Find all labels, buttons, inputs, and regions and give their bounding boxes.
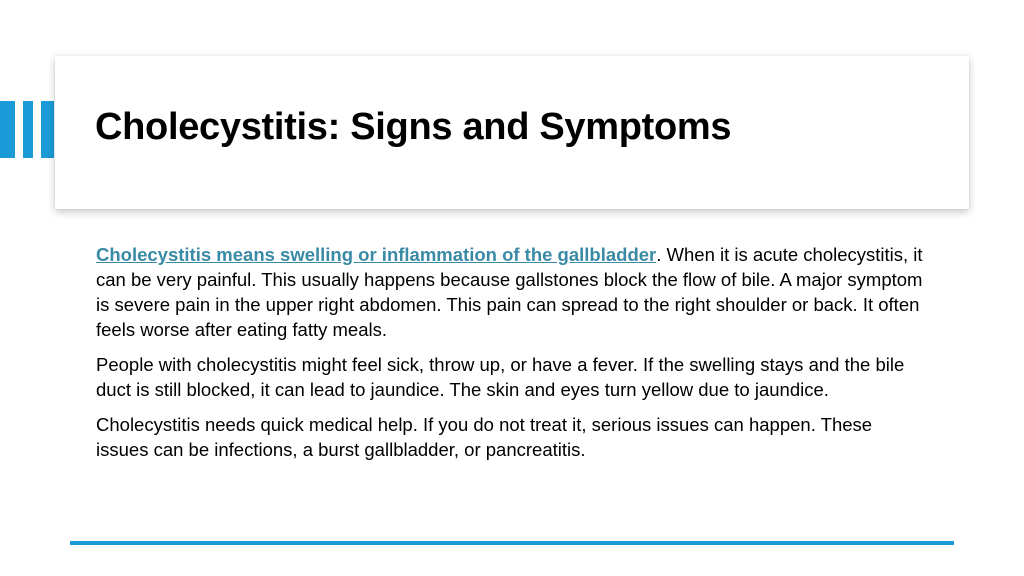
accent-bar (41, 101, 54, 158)
accent-bar (23, 101, 33, 158)
bottom-divider (70, 541, 954, 545)
slide-title: Cholecystitis: Signs and Symptoms (95, 106, 732, 148)
paragraph-2: People with cholecystitis might feel sick, throw up, or have a fever. If the swelling stays and the bile duct is still blocked, it can lead to jaundice. The skin and eyes turn yellow due to jaundice. (96, 354, 905, 400)
definition-link[interactable]: Cholecystitis means swelling or inflammation of the gallbladder (96, 244, 657, 265)
paragraph-1-text: . When it is acute cholecystitis, it can be very painful. This usually happens because gallstones block the flow of bile. A major symptom is severe pain in the upper right abdomen. This pain can spread to the right shoulder or back. It often feels worse after eating fatty meals. (96, 244, 923, 340)
paragraph-3: Cholecystitis needs quick medical help. If you do not treat it, serious issues can happen. These issues can be infections, a burst gallbladder, or pancreatitis. (96, 414, 873, 460)
title-box (55, 56, 969, 209)
paragraph-1 (96, 242, 926, 342)
accent-bar (0, 101, 15, 158)
slide-body (96, 242, 926, 472)
accent-bars (0, 101, 54, 158)
